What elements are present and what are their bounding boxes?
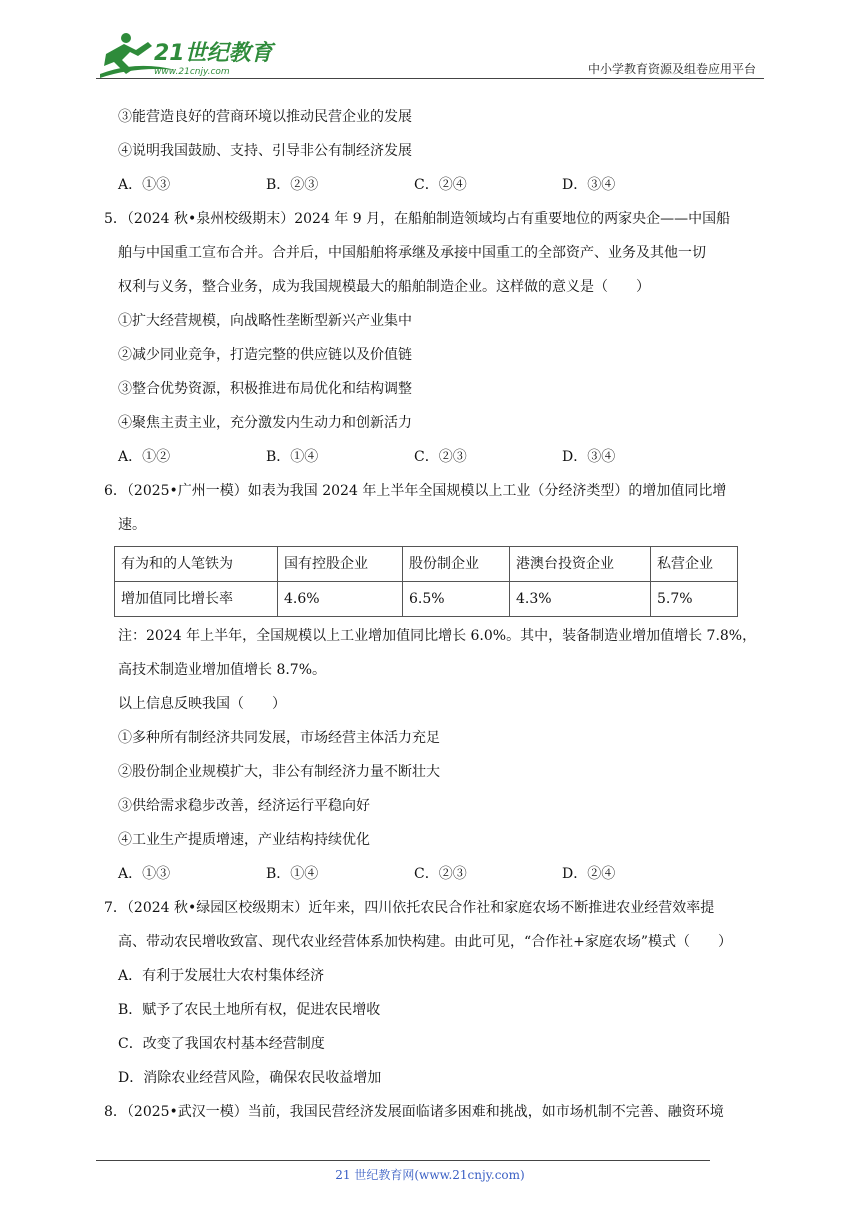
site-logo	[96, 30, 286, 80]
q5-option-d: D．③④	[562, 449, 616, 465]
q5-item-2: ②减少同业竞争，打造完整的供应链以及价值链	[118, 347, 412, 363]
q7-choice-a: A．有利于发展壮大农村集体经济	[118, 968, 325, 984]
q6-note-line-2: 高技术制造业增加值增长 8.7%。	[118, 662, 327, 678]
table-cell: 股份制企业	[403, 547, 510, 582]
q7-stem-line-2: 高、带动农民增收致富、现代农业经营体系加快构建。由此可见，“合作社+家庭农场”模式（ ）	[118, 934, 733, 950]
q6-stem-line-2: 速。	[118, 517, 146, 533]
q4-option-d: D．③④	[562, 177, 616, 193]
logo-text: 21世纪教育	[154, 41, 273, 66]
header-divider	[96, 78, 764, 79]
q5-item-1: ①扩大经营规模，向战略性垄断型新兴产业集中	[118, 313, 412, 329]
q6-option-d: D．②④	[562, 866, 616, 882]
q5-option-b: B．①④	[266, 449, 319, 465]
q6-option-b: B．①④	[266, 866, 319, 882]
table-cell: 4.6%	[278, 582, 403, 617]
q7-choice-c: C．改变了我国农村基本经营制度	[118, 1036, 325, 1052]
table-cell: 私营企业	[651, 547, 738, 582]
footer-divider	[96, 1160, 710, 1161]
page-footer: 21 世纪教育网(www.21cnjy.com)	[335, 1168, 525, 1182]
q6-option-a: A．①③	[118, 866, 171, 882]
table-cell: 5.7%	[651, 582, 738, 617]
table-header-row	[115, 547, 738, 582]
q4-option-c: C．②④	[414, 177, 467, 193]
q4-options	[118, 168, 768, 202]
table-cell: 有为和的人笔铁为	[115, 547, 278, 582]
table-cell: 增加值同比增长率	[115, 582, 278, 617]
q8-stem-line-1: 8．（2025•武汉一模）当前，我国民营经济发展面临诸多困难和挑战，如市场机制不完善、融资环境	[104, 1104, 724, 1120]
q5-item-4: ④聚焦主责主业，充分激发内生动力和创新活力	[118, 415, 412, 431]
q4-option-a: A．①③	[118, 177, 171, 193]
q5-stem-line-2: 舶与中国重工宣布合并。合并后，中国船舶将承继及承接中国重工的全部资产、业务及其他一切	[118, 245, 706, 261]
q6-stem-line-1: 6．（2025•广州一模）如表为我国 2024 年上半年全国规模以上工业（分经济类型）的增加值同比增	[104, 483, 727, 499]
q5-options	[118, 440, 768, 474]
q6-option-c: C．②③	[414, 866, 467, 882]
q5-stem-line-1: 5．（2024 秋•泉州校级期末）2024 年 9 月，在船舶制造领域均占有重要地位的两家央企——中国船	[104, 211, 731, 227]
q6-note-line-1: 注：2024 年上半年，全国规模以上工业增加值同比增长 6.0%。其中，装备制造业增加值增长 7.8%，	[118, 628, 757, 644]
q6-item-1: ①多种所有制经济共同发展，市场经营主体活力充足	[118, 730, 440, 746]
table-row	[115, 582, 738, 617]
q4-option-b: B．②③	[266, 177, 319, 193]
q5-stem-line-3: 权利与义务，整合业务，成为我国规模最大的船舶制造企业。这样做的意义是（ ）	[118, 279, 650, 295]
q6-note-line-3: 以上信息反映我国（ ）	[118, 696, 286, 712]
platform-title: 中小学教育资源及组卷应用平台	[587, 62, 756, 76]
table-cell: 4.3%	[510, 582, 651, 617]
logo-url: www.21cnjy.com	[154, 67, 230, 77]
q7-stem-line-1: 7．（2024 秋•绿园区校级期末）近年来，四川依托农民合作社和家庭农场不断推进农业经营效率提	[104, 900, 715, 916]
question-content	[104, 100, 768, 1129]
page-header	[0, 0, 860, 90]
q5-item-3: ③整合优势资源，积极推进布局优化和结构调整	[118, 381, 412, 397]
q4-item-3: ③能营造良好的营商环境以推动民营企业的发展	[118, 109, 412, 125]
table-cell: 6.5%	[403, 582, 510, 617]
q6-item-2: ②股份制企业规模扩大，非公有制经济力量不断壮大	[118, 764, 440, 780]
q5-option-a: A．①②	[118, 449, 171, 465]
q4-item-4: ④说明我国鼓励、支持、引导非公有制经济发展	[118, 143, 412, 159]
q6-item-3: ③供给需求稳步改善，经济运行平稳向好	[118, 798, 370, 814]
q6-item-4: ④工业生产提质增速，产业结构持续优化	[118, 832, 370, 848]
table-cell: 国有控股企业	[278, 547, 403, 582]
q5-option-c: C．②③	[414, 449, 467, 465]
table-cell: 港澳台投资企业	[510, 547, 651, 582]
q7-choice-d: D．消除农业经营风险，确保农民收益增加	[118, 1070, 382, 1086]
q6-options	[118, 857, 768, 891]
q6-data-table	[114, 546, 738, 617]
q7-choice-b: B．赋予了农民土地所有权，促进农民增收	[118, 1002, 381, 1018]
